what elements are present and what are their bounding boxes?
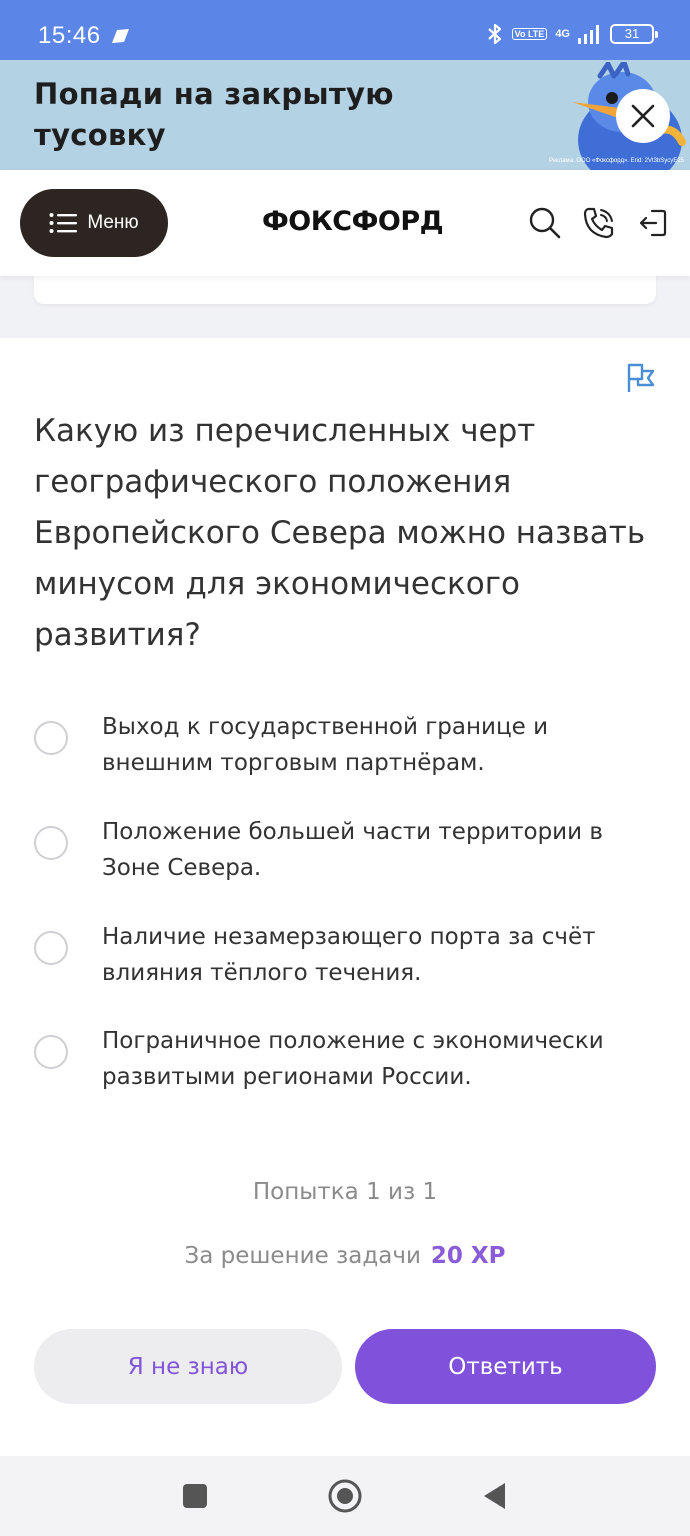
menu-icon	[49, 212, 77, 234]
system-icons	[486, 22, 654, 46]
reward-info	[0, 1243, 690, 1269]
answer-option-text: Пограничное положение с экономически развитыми регионами России.	[102, 1028, 604, 1090]
answer-option-text: Положение большей части территории в Зоне Севера.	[102, 819, 603, 881]
radio-button[interactable]	[34, 721, 68, 755]
reward-label: За решение задачи	[184, 1243, 421, 1269]
content-separator	[0, 276, 690, 338]
status-bar	[0, 0, 690, 60]
phone-icon[interactable]	[582, 206, 616, 240]
search-icon[interactable]	[528, 206, 562, 240]
radio-button[interactable]	[34, 1035, 68, 1069]
foxford-logo[interactable]: ФОКСФОРД	[262, 206, 444, 237]
menu-label: Меню	[87, 212, 139, 233]
answer-option[interactable]	[34, 814, 664, 886]
answer-button[interactable]: Ответить	[355, 1329, 656, 1404]
system-nav-bar	[0, 1456, 690, 1536]
banner-title-line1: Попади на закрытую	[34, 77, 394, 111]
recents-icon[interactable]	[177, 1478, 213, 1514]
reward-xp: 20 XP	[430, 1243, 506, 1269]
answer-option-text: Выход к государственной границе и внешним торговым партнёрам.	[102, 714, 549, 776]
bluetooth-icon	[486, 22, 504, 46]
site-header	[0, 170, 690, 276]
flag-icon[interactable]	[626, 362, 656, 394]
home-icon[interactable]	[327, 1478, 363, 1514]
banner-legal-text: Реклама. ООО «Фоксфорд». Erid: 2Vt3bSycyE25	[548, 158, 684, 164]
status-time: 15:46	[38, 22, 101, 49]
banner-title	[34, 74, 394, 156]
answer-option[interactable]	[34, 1023, 664, 1095]
answer-option[interactable]	[34, 919, 664, 991]
previous-card-bottom	[34, 276, 656, 304]
battery-icon: 31	[610, 24, 654, 44]
volte-badge: Vo LTE	[512, 28, 548, 40]
network-label: 4G	[555, 27, 570, 40]
dont-know-button[interactable]: Я не знаю	[34, 1329, 342, 1404]
answer-option[interactable]	[34, 709, 664, 781]
menu-button[interactable]	[20, 189, 168, 257]
close-icon	[630, 103, 656, 129]
banner-title-line2: тусовку	[34, 118, 166, 152]
banner-close-button[interactable]	[616, 89, 670, 143]
notification-icon	[108, 28, 130, 44]
question-text: Какую из перечисленных черт географического положения Европейского Севера можно назвать минусом для экономического развития?	[34, 413, 646, 653]
signal-icon	[578, 24, 602, 44]
logout-icon[interactable]	[636, 206, 670, 240]
radio-button[interactable]	[34, 931, 68, 965]
back-icon[interactable]	[477, 1478, 513, 1514]
answer-option-text: Наличие незамерзающего порта за счёт влияния тёплого течения.	[102, 924, 596, 986]
attempt-counter: Попытка 1 из 1	[252, 1179, 438, 1205]
radio-button[interactable]	[34, 826, 68, 860]
promo-banner[interactable]	[0, 60, 690, 170]
